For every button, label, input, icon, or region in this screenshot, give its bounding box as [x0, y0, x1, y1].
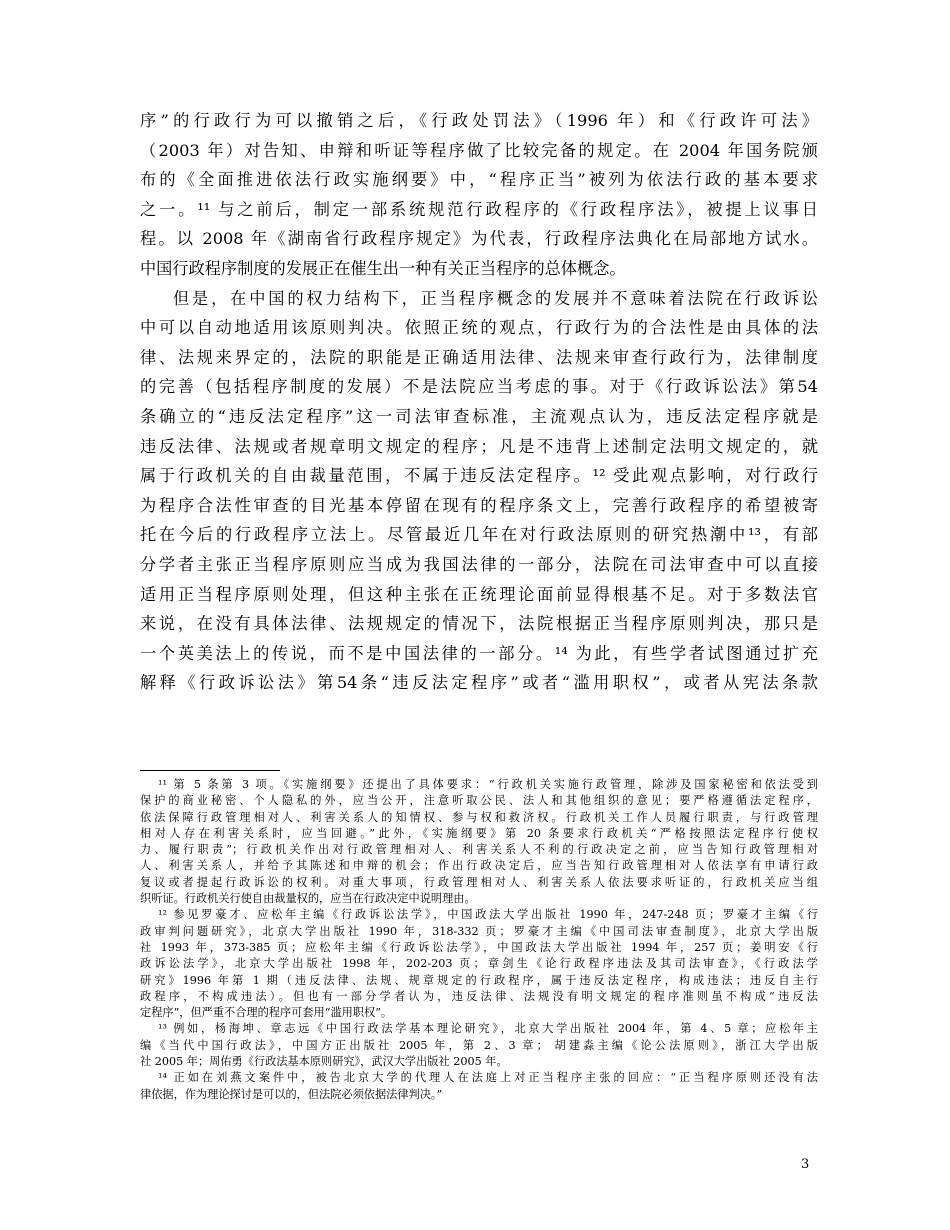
body-line: 中可以自动地适用该原则判决。依照正统的观点，行政行为的合法性是由具体的法	[140, 318, 818, 338]
body-line: 之一。¹¹ 与之前后，制定一部系统规范行政程序的《行政程序法》，被提上议事日	[140, 199, 818, 219]
body-line: 托在今后的行政程序立法上。尽管最近几年在对行政法原则的研究热潮中¹³，有部	[140, 525, 818, 545]
body-line: 的完善（包括程序制度的发展）不是法院应当考虑的事。对于《行政诉讼法》第54	[140, 377, 818, 397]
footnote-line: 政诉讼法学》，北京大学出版社 1998 年，202-203 页；章剑生《论行政程序违法及其司法审查》，《行政法学	[140, 957, 818, 971]
body-line: 违反法律、法规或者规章明文规定的程序；凡是不违背上述制定法明文规定的，就	[140, 436, 818, 456]
body-line: 来说，在没有具体法律、法规规定的情况下，法院根据正当程序原则判决，那只是	[140, 614, 818, 634]
body-line: 属于行政机关的自由裁量范围，不属于违反法定程序。¹² 受此观点影响，对行政行	[140, 466, 818, 486]
body-line: 解释《行政诉讼法》第54条“违反法定程序”或者“滥用职权”，或者从宪法条款	[140, 673, 818, 693]
body-line: （2003 年）对告知、申辩和听证等程序做了比较完备的规定。在 2004 年国务院颁	[140, 140, 818, 160]
footnote-line: 力、履行职责”；行政机关作出对行政管理相对人、利害关系人不利的行政决定之前，应当告知行政管理相对	[140, 843, 818, 857]
body-line: 条确立的“违反法定程序”这一司法审查标准，主流观点认为，违反法定程序就是	[140, 406, 818, 426]
footnote-line: 政审判问题研究》，北京大学出版社 1990 年，318-332 页；罗豪才主编《中国司法审查制度》，北京大学出版	[140, 924, 818, 938]
footnote-line: ¹⁴ 正如在刘燕文案件中，被告北京大学的代理人在法庭上对正当程序主张的回应：“正当程序原则还没有法	[158, 1071, 818, 1085]
footnote-line: 复议或者提起行政诉讼的权利。对重大事项，行政管理相对人、利害关系人依法要求听证的，行政机关应当组	[140, 875, 818, 889]
footnote-line: 研究》1996 年第 1 期（违反法律、法规、规章规定的行政程序，属于违反法定程序，构成违法；违反自主行	[140, 973, 818, 987]
footnote-line: 社 1993 年，373-385 页；应松年主编《行政诉讼法学》，中国政法大学出版社 1994 年，257 页；姜明安《行	[140, 940, 818, 954]
footnote-line: 社 2005 年；周佑勇《行政法基本原则研究》，武汉大学出版社 2005 年。	[140, 1055, 508, 1069]
footnotes	[140, 770, 818, 1103]
footnote-line: ¹¹ 第 5 条第 3 项。《实施纲要》还提出了具体要求：“行政机关实施行政管理，除涉及国家秘密和依法受到	[158, 778, 818, 791]
footnote-line: 政程序，不构成违法）。但也有一部分学者认为，违反法律、法规没有明文规定的程序准则虽不构成“违反法	[140, 989, 818, 1003]
body-line: 分学者主张正当程序原则应当成为我国法律的一部分，法院在司法审查中可以直接	[140, 554, 818, 574]
body-line: 为程序合法性审查的目光基本停留在现有的程序条文上，完善行政程序的希望被寄	[140, 495, 818, 515]
body-text	[140, 106, 818, 698]
body-line: 序”的行政行为可以撤销之后，《行政处罚法》（1996 年）和《行政许可法》	[140, 111, 818, 130]
footnote-line: 律依据，作为理论探讨是可以的，但法院必须依据法律判决。”	[140, 1087, 443, 1101]
body-line: 适用正当程序原则处理，但这种主张在正统理论面前显得根基不足。对于多数法官	[140, 584, 818, 604]
body-line: 程。以 2008 年《湖南省行政程序规定》为代表，行政程序法典化在局部地方试水。	[140, 229, 818, 249]
body-line: 律、法规来界定的，法院的职能是正确适用法律、法规来审查行政行为，法律制度	[140, 347, 818, 367]
footnote-line: ¹³ 例如，杨海坤、章志远《中国行政法学基本理论研究》，北京大学出版社 2004 年，第 4、5 章；应松年主	[158, 1022, 818, 1036]
footnote-line: 定程序”，但严重不合理的程序可套用“滥用职权”。	[140, 1006, 393, 1020]
footnote-line: 织听证。行政机关行使自由裁量权的，应当在行政决定中说明理由。	[140, 892, 476, 906]
body-line: 但是，在中国的权力结构下，正当程序概念的发展并不意味着法院在行政诉讼	[173, 288, 818, 308]
footnote-line: 相对人存在利害关系时，应当回避。”此外，《实施纲要》第 20 条要求行政机关“严格按照法定程序行使权	[140, 826, 818, 840]
footnote-line: 人、利害关系人，并给予其陈述和申辩的机会；作出行政决定后，应当告知行政管理相对人依法享有申请行政	[140, 859, 818, 873]
body-line: 布的《全面推进依法行政实施纲要》中，“程序正当”被列为依法行政的基本要求	[140, 170, 818, 190]
footnote-separator	[140, 770, 280, 771]
page-number: 3	[801, 1157, 810, 1172]
footnote-line: 保护的商业秘密、个人隐私的外，应当公开，注意听取公民、法人和其他组织的意见；要严格遵循法定程序，	[140, 794, 818, 808]
body-line: 一个英美法上的传说，而不是中国法律的一部分。¹⁴ 为此，有些学者试图通过扩充	[140, 643, 818, 663]
footnote-line: ¹² 参见罗豪才、应松年主编《行政诉讼法学》，中国政法大学出版社 1990 年，247-248 页；罗豪才主编《行	[158, 908, 818, 922]
body-line: 中国行政程序制度的发展正在催生出一种有关正当程序的总体概念。	[140, 258, 626, 278]
footnote-line: 编《当代中国行政法》，中国方正出版社 2005 年，第 2、3 章； 胡建淼主编《论公法原则》，浙江大学出版	[140, 1038, 818, 1052]
footnote-line: 依法保障行政管理相对人、利害关系人的知情权、参与权和救济权。行政机关工作人员履行职责，与行政管理	[140, 810, 818, 824]
